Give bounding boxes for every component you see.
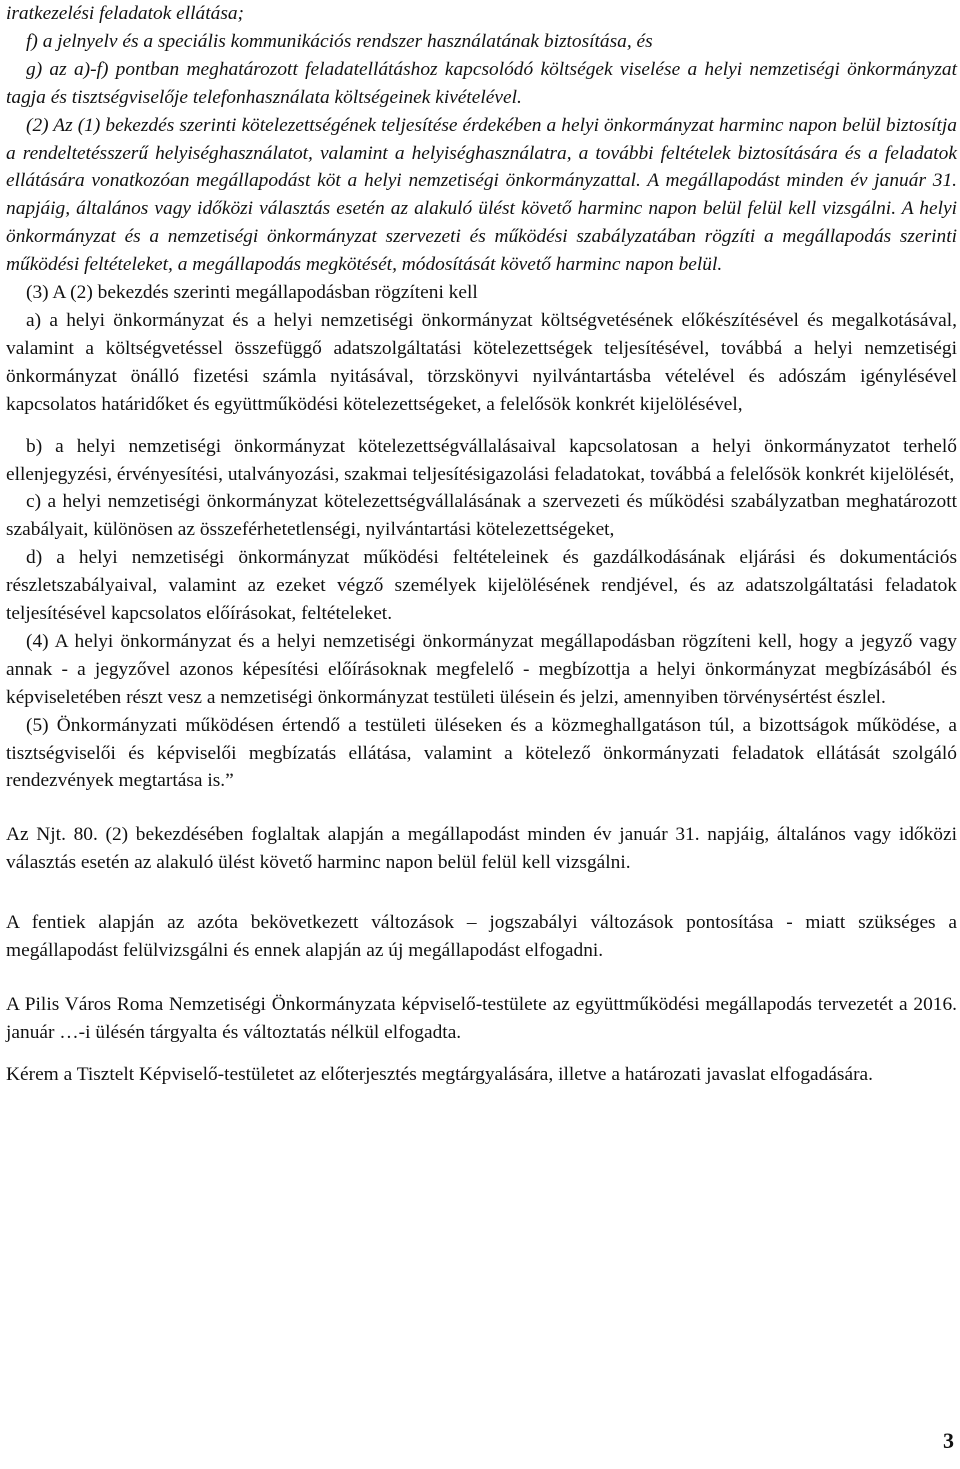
paragraph-council-decision: A Pilis Város Roma Nemzetiségi Önkormányzata képviselő-testülete az együttműködési megállapodás tervezetét a 2016. január …-i ülésén tárgyalta és változtatás nélkül elfogadta. bbox=[6, 994, 957, 1043]
paragraph-list-item-g: g) az a)-f) pontban meghatározott feladatellátáshoz kapcsolódó költségek viselése a helyi nemzetiségi önkormányzat tagja és tisztségviselője telefonhasználata költségeinek kivételével. bbox=[6, 58, 957, 108]
paragraph-section-5: (5) Önkormányzati működésen értendő a testületi üléseken és a közmeghallgatáson túl, a bizottságok működése, a tisztségviselői és képviselői megbízatás ellátása, valamint a kötelező önkormányzati feladatok ellátását szolgáló rendezvények megtartása is.” bbox=[6, 714, 957, 792]
paragraph-list-item-e: iratkezelési feladatok ellátása; bbox=[6, 3, 245, 24]
paragraph-changes: A fentiek alapján az azóta bekövetkezett változások – jogszabályi változások pontosítása - miatt szükséges a megállapodást felülvizsgálni és ennek alapján az új megállapodást elfogadni. bbox=[6, 912, 957, 962]
paragraph-list-item-c: c) a helyi nemzetiségi önkormányzat kötelezettségvállalásának a szervezeti és működési szabályzatban meghatározott szabályait, különösen az összeférhetetlenségi, nyilvántartási kötelezettségeket, bbox=[6, 491, 957, 541]
document-page bbox=[6, 0, 957, 1089]
paragraph-request: Kérem a Tisztelt Képviselő-testületet az előterjesztés megtárgyalására, illetve a határozati javaslat elfogadására. bbox=[6, 1063, 874, 1085]
paragraph-section-3: (3) A (2) bekezdés szerinti megállapodásban rögzíteni kell bbox=[26, 282, 478, 304]
paragraph-section-2: (2) Az (1) bekezdés szerinti kötelezettségének teljesítése érdekében a helyi önkormányzat harminc napon belül biztosítja a rendeltetésszerű helyiséghasználatot, valamint a helyiséghasználatra, a további feltételek biztosítására és a feladatok ellátására vonatkozóan megállapodást köt a helyi nemzetiségi önkormányzattal. A megállapodást minden év január 31. napjáig, általános vagy időközi választás esetén az alakuló ülést követő harminc napon belül felül kell vizsgálni. A helyi önkormányzat és a nemzetiségi önkormányzat szervezeti és működési szabályzatában rögzíti a megállapodás szerinti működési feltételeket, a megállapodás megkötését, módosítását követő harminc napon belül. bbox=[6, 114, 957, 276]
paragraph-list-item-d: d) a helyi nemzetiségi önkormányzat működési feltételeinek és gazdálkodásának eljárási és dokumentációs részletszabályaival, valamint az ezeket végző személyek kijelölésének rendjével, és az adatszolgáltatási feladatok teljesítésével kapcsolatos előírásokat, feltételeket. bbox=[6, 547, 957, 625]
paragraph-njt-reference: Az Njt. 80. (2) bekezdésében foglaltak alapján a megállapodást minden év január 31. napjáig, általános vagy időközi választás esetén az alakuló ülést követő harminc napon belül felül kell vizsgálni. bbox=[6, 824, 957, 874]
paragraph-list-item-b: b) a helyi nemzetiségi önkormányzat kötelezettségvállalásaival kapcsolatosan a helyi önkormányzatot terhelő ellenjegyzési, érvényesítési, utalványozási, szakmai teljesítésigazolási feladatokat, továbbá a felelősök konkrét kijelölését, bbox=[6, 435, 957, 485]
page-number: 3 bbox=[943, 1428, 954, 1454]
paragraph-section-4: (4) A helyi önkormányzat és a helyi nemzetiségi önkormányzat megállapodásban rögzíteni kell, hogy a jegyző vagy annak - a jegyzővel azonos képesítési előírásoknak megfelelő - megbízottja a helyi önkormányzat megbízásából és képviseletében részt vesz a nemzetiségi önkormányzat testületi ülésein és jelzi, amennyiben törvénysértést észlel. bbox=[6, 630, 957, 708]
paragraph-list-item-a: a) a helyi önkormányzat és a helyi nemzetiségi önkormányzat költségvetésének előkészítésével és megalkotásával, valamint a költségvetéssel összefüggő adatszolgáltatási kötelezettségek teljesítésével, továbbá a helyi nemzetiségi önkormányzat önálló fizetési számla nyitásával, törzskönyvi nyilvántartásba vételével és adószám igénylésével kapcsolatos határidőket és együttműködési kötelezettségeket, a felelősök konkrét kijelölésével, bbox=[6, 309, 957, 415]
paragraph-list-item-f: f) a jelnyelv és a speciális kommunikációs rendszer használatának biztosítása, és bbox=[26, 30, 653, 52]
